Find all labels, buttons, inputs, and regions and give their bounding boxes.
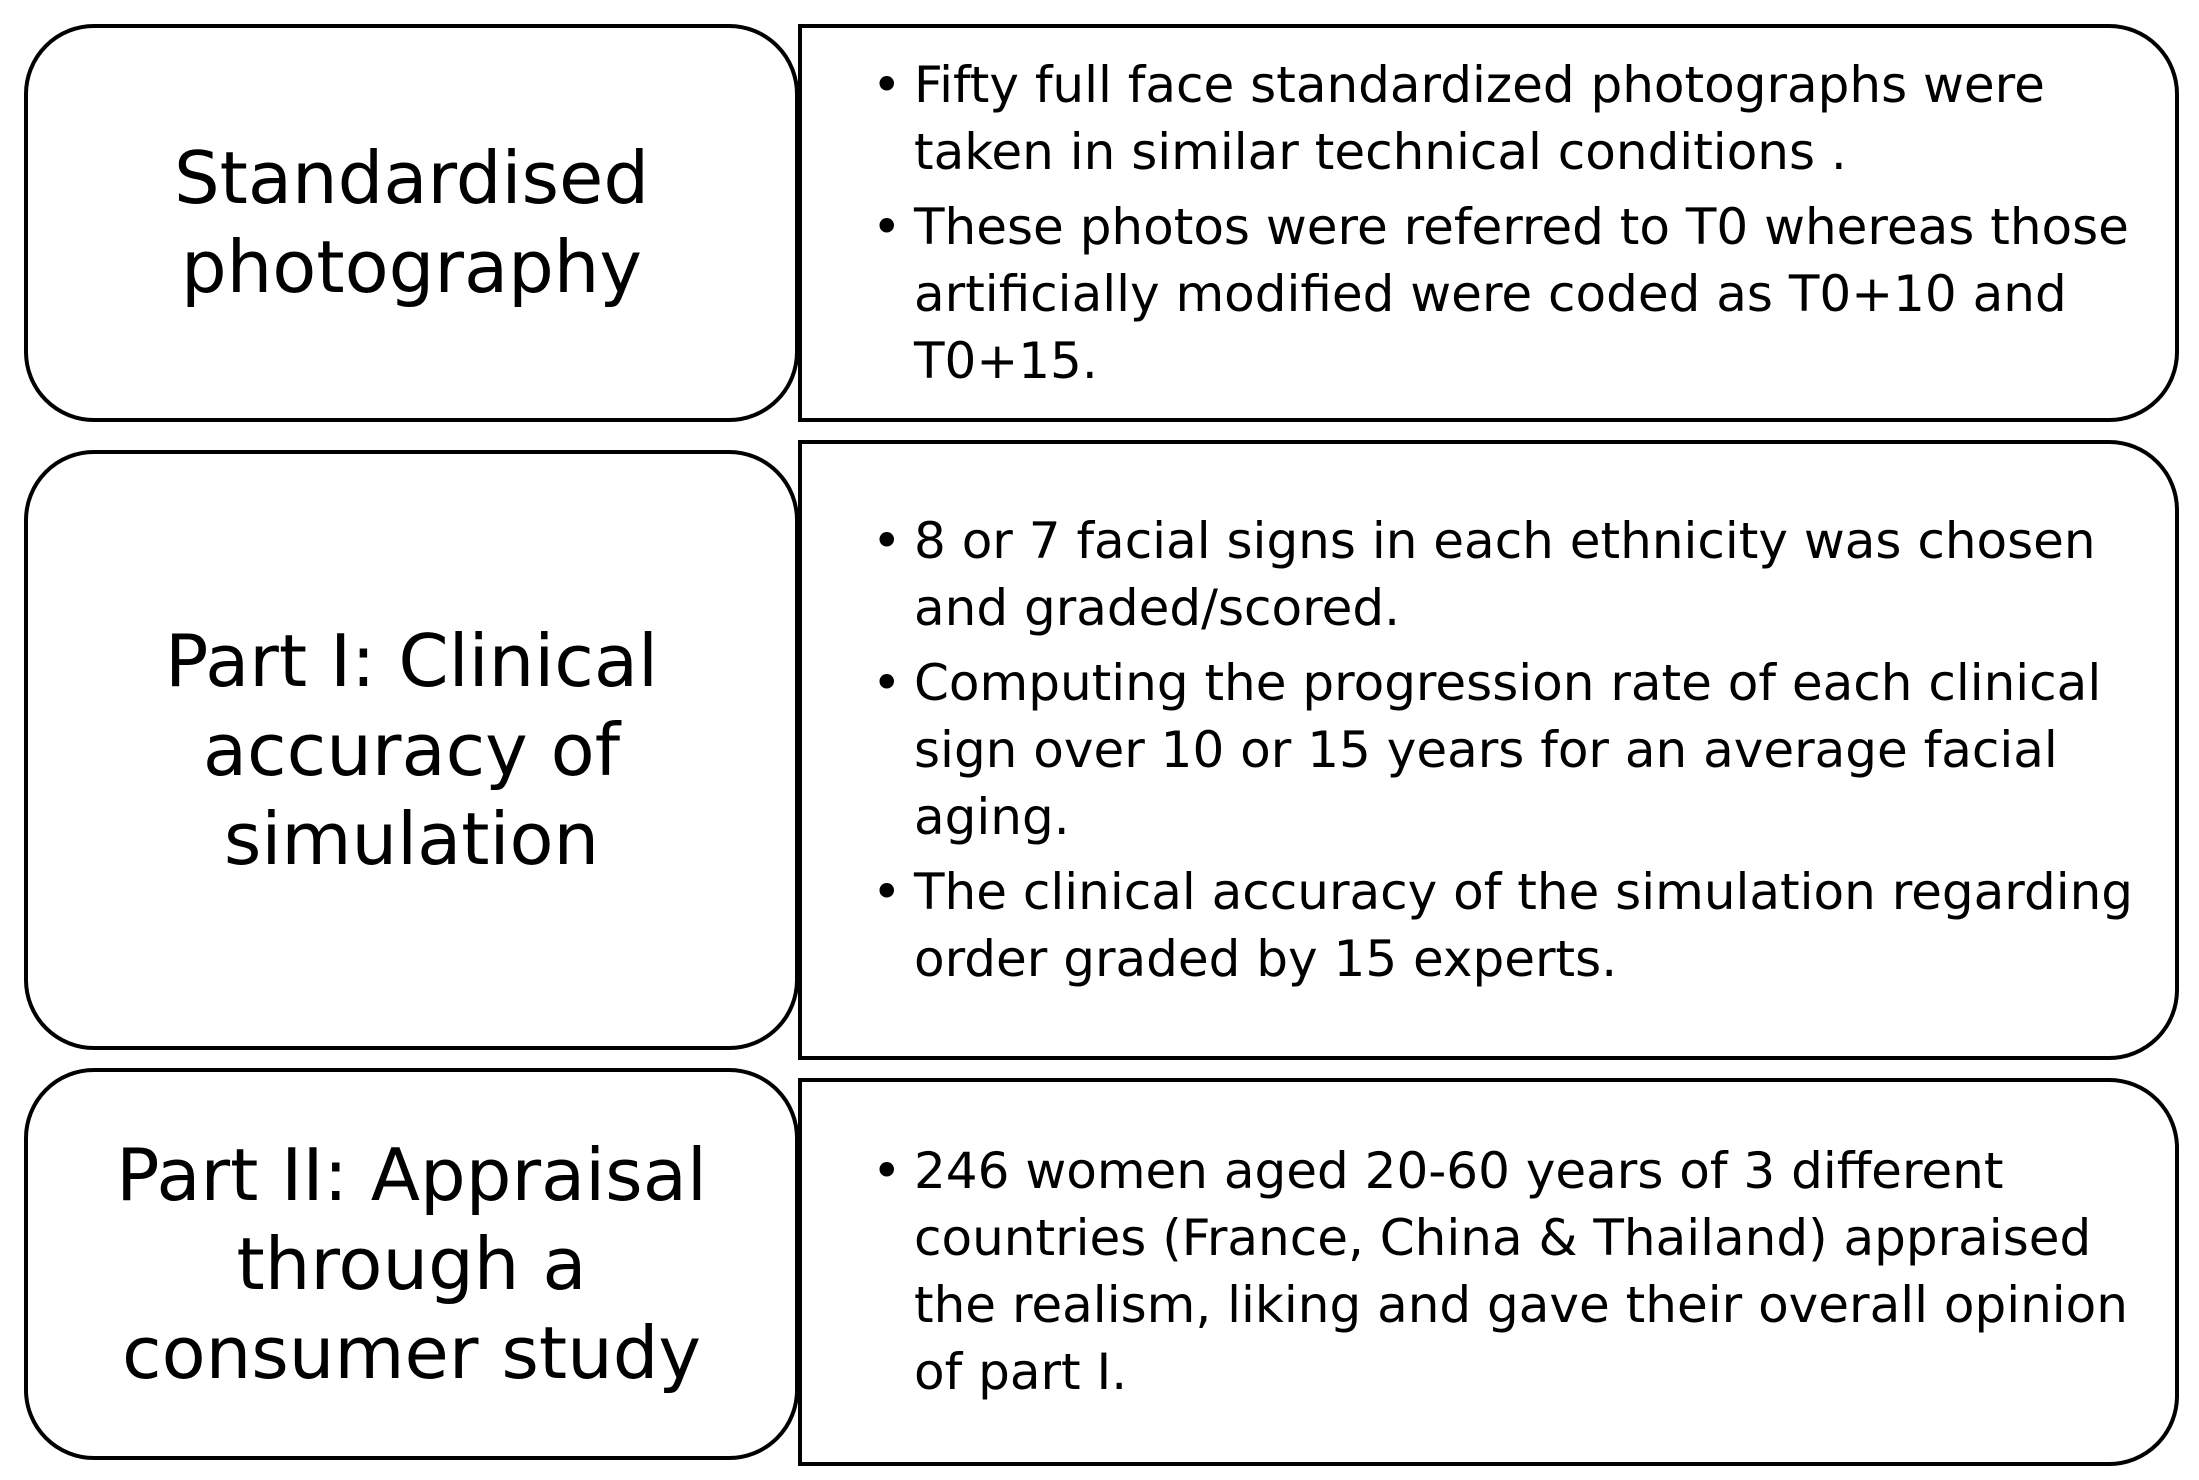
bullet-icon: • (872, 653, 902, 712)
stage-details-box (798, 440, 2179, 1060)
stage-details-box (798, 24, 2179, 422)
stage-label: Standardised photography (173, 136, 650, 309)
row-part-ii (0, 1068, 2199, 1460)
row-standardised-photography (0, 24, 2199, 422)
row-part-i (0, 440, 2199, 1050)
bullet-icon: • (872, 197, 902, 256)
bullet-icon: • (872, 511, 902, 570)
bullet-icon: • (872, 862, 902, 921)
bullet-item: • 8 or 7 facial signs in each ethnicity was chosen and graded/scored. (872, 508, 2135, 642)
bullet-icon: • (872, 55, 902, 114)
stage-label-box (24, 24, 799, 422)
bullet-list (802, 500, 2175, 1001)
stage-label: Part I: Clinical accuracy of simulation (164, 618, 659, 881)
stage-details-box (798, 1078, 2179, 1466)
stage-label-box (24, 1068, 799, 1460)
bullet-item: • Computing the progression rate of each clinical sign over 10 or 15 years for an average facial aging. (872, 650, 2135, 851)
bullet-icon: • (872, 1142, 902, 1200)
bullet-item: • The clinical accuracy of the simulation regarding order graded by 15 experts. (872, 859, 2135, 993)
bullet-list (802, 1130, 2175, 1414)
stage-label: Part II: Appraisal through a consumer study (116, 1132, 707, 1395)
bullet-item: • These photos were referred to T0 whereas those artificially modified were coded as T0+10 and T0+15. (872, 194, 2135, 395)
stage-label-box (24, 450, 799, 1050)
bullet-item: • 246 women aged 20-60 years of 3 different countries (France, China & Thailand) appraised the realism, liking and gave their overall opinion of part I. (872, 1138, 2135, 1406)
bullet-item: • Fifty full face standardized photographs were taken in similar technical conditions . (872, 52, 2135, 186)
bullet-list (802, 44, 2175, 403)
